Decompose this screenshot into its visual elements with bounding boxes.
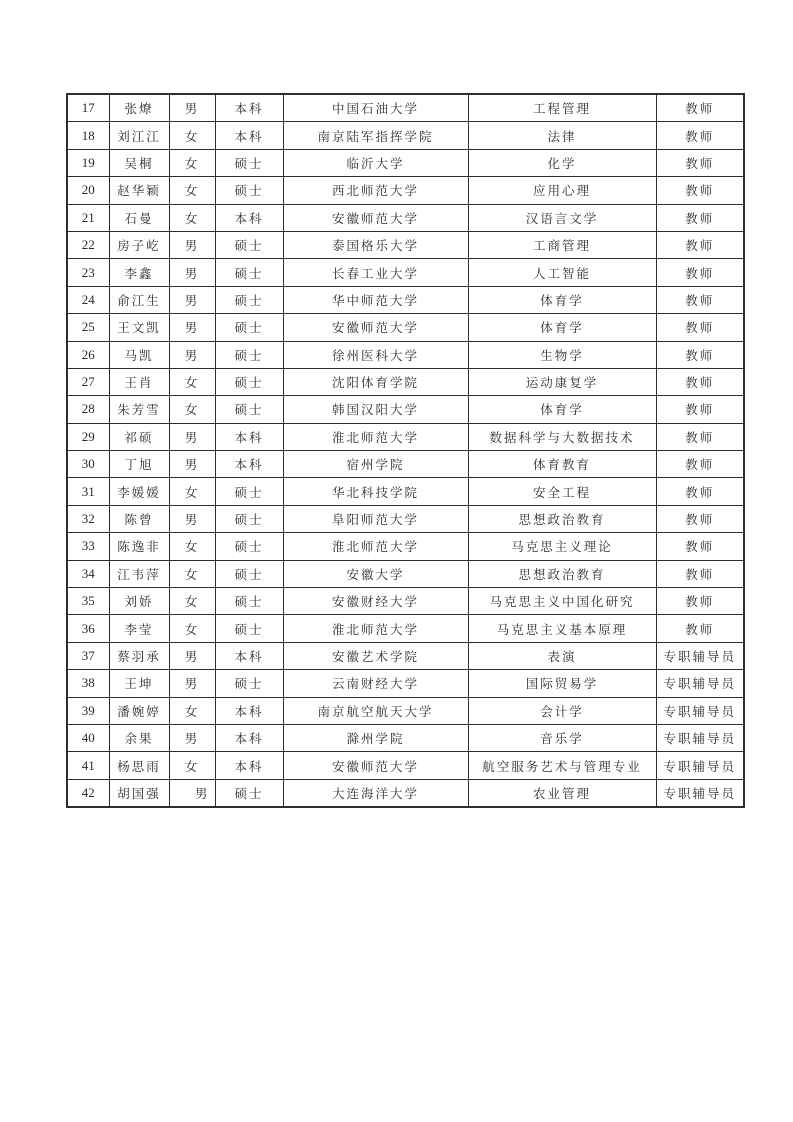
row-number-cell: 21 [67, 204, 109, 231]
major-cell: 法律 [468, 122, 656, 149]
university-cell: 阜阳师范大学 [283, 505, 468, 532]
position-cell: 专职辅导员 [656, 642, 744, 669]
name-cell: 李莹 [109, 615, 169, 642]
row-number-cell: 41 [67, 752, 109, 779]
row-number-cell: 30 [67, 451, 109, 478]
position-cell: 教师 [656, 368, 744, 395]
row-number-cell: 17 [67, 94, 109, 122]
education-cell: 硕士 [215, 560, 283, 587]
education-cell: 本科 [215, 94, 283, 122]
row-number-cell: 18 [67, 122, 109, 149]
gender-cell: 女 [169, 697, 215, 724]
row-number-cell: 35 [67, 588, 109, 615]
university-cell: 华中师范大学 [283, 286, 468, 313]
gender-cell: 女 [169, 560, 215, 587]
position-cell: 教师 [656, 94, 744, 122]
university-cell: 淮北师范大学 [283, 533, 468, 560]
gender-cell: 女 [169, 122, 215, 149]
gender-cell: 女 [169, 533, 215, 560]
row-number-cell: 37 [67, 642, 109, 669]
university-cell: 宿州学院 [283, 451, 468, 478]
gender-cell: 男 [169, 314, 215, 341]
education-cell: 本科 [215, 752, 283, 779]
name-cell: 李媛媛 [109, 478, 169, 505]
education-cell: 硕士 [215, 368, 283, 395]
table-row [67, 533, 744, 560]
table-row [67, 752, 744, 779]
position-cell: 专职辅导员 [656, 670, 744, 697]
row-number-cell: 28 [67, 396, 109, 423]
gender-cell: 女 [169, 149, 215, 176]
name-cell: 祁硕 [109, 423, 169, 450]
education-cell: 本科 [215, 122, 283, 149]
row-number-cell: 19 [67, 149, 109, 176]
position-cell: 教师 [656, 533, 744, 560]
table-row [67, 478, 744, 505]
position-cell: 教师 [656, 341, 744, 368]
position-cell: 教师 [656, 478, 744, 505]
major-cell: 应用心理 [468, 177, 656, 204]
table-row [67, 286, 744, 313]
gender-cell: 女 [169, 396, 215, 423]
university-cell: 安徽师范大学 [283, 204, 468, 231]
row-number-cell: 42 [67, 779, 109, 807]
education-cell: 硕士 [215, 505, 283, 532]
major-cell: 体育学 [468, 286, 656, 313]
name-cell: 王坤 [109, 670, 169, 697]
major-cell: 会计学 [468, 697, 656, 724]
major-cell: 数据科学与大数据技术 [468, 423, 656, 450]
university-cell: 临沂大学 [283, 149, 468, 176]
position-cell: 专职辅导员 [656, 779, 744, 807]
major-cell: 农业管理 [468, 779, 656, 807]
major-cell: 化学 [468, 149, 656, 176]
position-cell: 教师 [656, 423, 744, 450]
major-cell: 安全工程 [468, 478, 656, 505]
name-cell: 李鑫 [109, 259, 169, 286]
major-cell: 工程管理 [468, 94, 656, 122]
position-cell: 教师 [656, 560, 744, 587]
university-cell: 徐州医科大学 [283, 341, 468, 368]
major-cell: 音乐学 [468, 724, 656, 751]
education-cell: 硕士 [215, 341, 283, 368]
university-cell: 中国石油大学 [283, 94, 468, 122]
name-cell: 吴桐 [109, 149, 169, 176]
university-cell: 安徽师范大学 [283, 752, 468, 779]
major-cell: 人工智能 [468, 259, 656, 286]
gender-cell: 女 [169, 368, 215, 395]
table-body [67, 94, 744, 807]
position-cell: 专职辅导员 [656, 697, 744, 724]
position-cell: 教师 [656, 259, 744, 286]
university-cell: 泰国格乐大学 [283, 231, 468, 258]
university-cell: 西北师范大学 [283, 177, 468, 204]
personnel-roster-table [66, 93, 745, 808]
row-number-cell: 27 [67, 368, 109, 395]
row-number-cell: 20 [67, 177, 109, 204]
gender-cell: 女 [169, 478, 215, 505]
education-cell: 本科 [215, 724, 283, 751]
position-cell: 教师 [656, 451, 744, 478]
table-row [67, 423, 744, 450]
table-row [67, 642, 744, 669]
position-cell: 教师 [656, 231, 744, 258]
row-number-cell: 40 [67, 724, 109, 751]
table-row [67, 396, 744, 423]
row-number-cell: 31 [67, 478, 109, 505]
table-row [67, 177, 744, 204]
university-cell: 安徽艺术学院 [283, 642, 468, 669]
education-cell: 本科 [215, 642, 283, 669]
gender-cell: 女 [169, 752, 215, 779]
gender-cell: 男 [169, 94, 215, 122]
major-cell: 运动康复学 [468, 368, 656, 395]
table-row [67, 670, 744, 697]
row-number-cell: 26 [67, 341, 109, 368]
table-row [67, 560, 744, 587]
major-cell: 思想政治教育 [468, 505, 656, 532]
table-row [67, 451, 744, 478]
major-cell: 国际贸易学 [468, 670, 656, 697]
name-cell: 赵华颖 [109, 177, 169, 204]
education-cell: 硕士 [215, 396, 283, 423]
table-row [67, 149, 744, 176]
gender-cell: 男 [169, 642, 215, 669]
gender-cell: 男 [169, 341, 215, 368]
education-cell: 硕士 [215, 149, 283, 176]
name-cell: 余果 [109, 724, 169, 751]
table-row [67, 588, 744, 615]
major-cell: 马克思主义基本原理 [468, 615, 656, 642]
name-cell: 石曼 [109, 204, 169, 231]
education-cell: 硕士 [215, 231, 283, 258]
name-cell: 朱芳雪 [109, 396, 169, 423]
position-cell: 教师 [656, 149, 744, 176]
education-cell: 硕士 [215, 588, 283, 615]
major-cell: 马克思主义中国化研究 [468, 588, 656, 615]
table-row [67, 231, 744, 258]
table-row [67, 94, 744, 122]
row-number-cell: 34 [67, 560, 109, 587]
name-cell: 潘婉婷 [109, 697, 169, 724]
position-cell: 教师 [656, 615, 744, 642]
university-cell: 安徽财经大学 [283, 588, 468, 615]
table-row [67, 615, 744, 642]
row-number-cell: 39 [67, 697, 109, 724]
gender-cell: 女 [169, 588, 215, 615]
university-cell: 韩国汉阳大学 [283, 396, 468, 423]
education-cell: 本科 [215, 204, 283, 231]
education-cell: 硕士 [215, 314, 283, 341]
gender-cell: 女 [169, 204, 215, 231]
education-cell: 硕士 [215, 779, 283, 807]
row-number-cell: 24 [67, 286, 109, 313]
major-cell: 生物学 [468, 341, 656, 368]
education-cell: 本科 [215, 451, 283, 478]
position-cell: 专职辅导员 [656, 752, 744, 779]
university-cell: 滁州学院 [283, 724, 468, 751]
university-cell: 淮北师范大学 [283, 423, 468, 450]
name-cell: 王文凯 [109, 314, 169, 341]
name-cell: 刘娇 [109, 588, 169, 615]
university-cell: 淮北师范大学 [283, 615, 468, 642]
education-cell: 本科 [215, 423, 283, 450]
gender-cell: 男 [169, 724, 215, 751]
table-row [67, 724, 744, 751]
major-cell: 汉语言文学 [468, 204, 656, 231]
university-cell: 大连海洋大学 [283, 779, 468, 807]
major-cell: 体育教育 [468, 451, 656, 478]
gender-cell: 男 [169, 779, 215, 807]
education-cell: 硕士 [215, 670, 283, 697]
row-number-cell: 23 [67, 259, 109, 286]
gender-cell: 男 [169, 451, 215, 478]
education-cell: 本科 [215, 697, 283, 724]
table-row [67, 259, 744, 286]
university-cell: 沈阳体育学院 [283, 368, 468, 395]
position-cell: 教师 [656, 204, 744, 231]
table-row [67, 314, 744, 341]
university-cell: 安徽大学 [283, 560, 468, 587]
name-cell: 蔡羽承 [109, 642, 169, 669]
position-cell: 专职辅导员 [656, 724, 744, 751]
major-cell: 体育学 [468, 314, 656, 341]
name-cell: 张燎 [109, 94, 169, 122]
position-cell: 教师 [656, 588, 744, 615]
university-cell: 南京陆军指挥学院 [283, 122, 468, 149]
gender-cell: 男 [169, 423, 215, 450]
position-cell: 教师 [656, 122, 744, 149]
major-cell: 表演 [468, 642, 656, 669]
education-cell: 硕士 [215, 286, 283, 313]
name-cell: 江韦萍 [109, 560, 169, 587]
name-cell: 杨思雨 [109, 752, 169, 779]
major-cell: 航空服务艺术与管理专业 [468, 752, 656, 779]
education-cell: 硕士 [215, 259, 283, 286]
education-cell: 硕士 [215, 615, 283, 642]
row-number-cell: 29 [67, 423, 109, 450]
table-row [67, 779, 744, 807]
position-cell: 教师 [656, 314, 744, 341]
university-cell: 南京航空航天大学 [283, 697, 468, 724]
row-number-cell: 25 [67, 314, 109, 341]
name-cell: 陈曾 [109, 505, 169, 532]
row-number-cell: 33 [67, 533, 109, 560]
gender-cell: 男 [169, 231, 215, 258]
position-cell: 教师 [656, 396, 744, 423]
name-cell: 俞江生 [109, 286, 169, 313]
education-cell: 硕士 [215, 177, 283, 204]
row-number-cell: 36 [67, 615, 109, 642]
university-cell: 云南财经大学 [283, 670, 468, 697]
gender-cell: 男 [169, 670, 215, 697]
education-cell: 硕士 [215, 478, 283, 505]
gender-cell: 男 [169, 505, 215, 532]
row-number-cell: 22 [67, 231, 109, 258]
name-cell: 王肖 [109, 368, 169, 395]
gender-cell: 女 [169, 177, 215, 204]
position-cell: 教师 [656, 505, 744, 532]
major-cell: 思想政治教育 [468, 560, 656, 587]
row-number-cell: 32 [67, 505, 109, 532]
table-row [67, 122, 744, 149]
position-cell: 教师 [656, 286, 744, 313]
table-row [67, 341, 744, 368]
name-cell: 丁旭 [109, 451, 169, 478]
university-cell: 华北科技学院 [283, 478, 468, 505]
university-cell: 长春工业大学 [283, 259, 468, 286]
name-cell: 房子屹 [109, 231, 169, 258]
table-row [67, 368, 744, 395]
gender-cell: 男 [169, 259, 215, 286]
major-cell: 马克思主义理论 [468, 533, 656, 560]
education-cell: 硕士 [215, 533, 283, 560]
name-cell: 刘江江 [109, 122, 169, 149]
table-row [67, 697, 744, 724]
row-number-cell: 38 [67, 670, 109, 697]
gender-cell: 女 [169, 615, 215, 642]
name-cell: 胡国强 [109, 779, 169, 807]
major-cell: 体育学 [468, 396, 656, 423]
university-cell: 安徽师范大学 [283, 314, 468, 341]
table-row [67, 204, 744, 231]
position-cell: 教师 [656, 177, 744, 204]
major-cell: 工商管理 [468, 231, 656, 258]
gender-cell: 男 [169, 286, 215, 313]
name-cell: 马凯 [109, 341, 169, 368]
name-cell: 陈逸非 [109, 533, 169, 560]
table-row [67, 505, 744, 532]
